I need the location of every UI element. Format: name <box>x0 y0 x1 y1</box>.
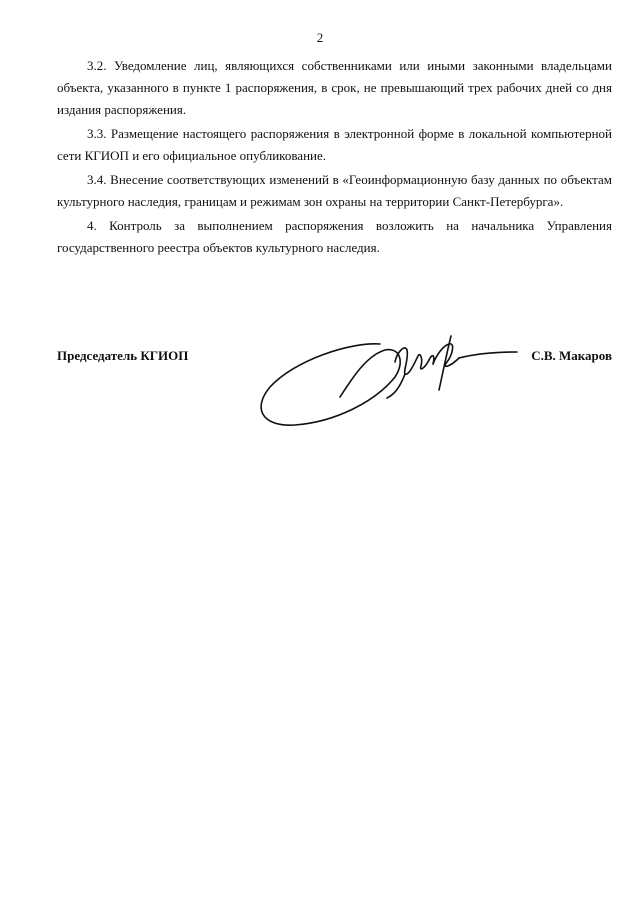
handwritten-signature <box>255 332 520 432</box>
paragraph-4: 4. Контроль за выполнением распоряжения возложить на начальника Управления государственного реестра объектов культурного наследия. <box>57 218 612 255</box>
page-number: 2 <box>316 30 324 45</box>
signer-name: С.В. Макаров <box>531 348 612 363</box>
paragraph-3-2: 3.2. Уведомление лиц, являющихся собственниками или иными законными владельцами объекта, указанного в пункте 1 распоряжения, в срок, не превышающий трех рабочих дней со дня издания распоряжения. <box>57 58 612 117</box>
paragraph-3-3: 3.3. Размещение настоящего распоряжения в электронной форме в локальной компьютерной сети КГИОП и его официальное опубликование. <box>57 126 612 163</box>
signer-title: Председатель КГИОП <box>57 348 189 363</box>
document-body <box>57 55 612 261</box>
paragraph-3-4: 3.4. Внесение соответствующих изменений в «Геоинформационную базу данных по объектам культурного наследия, границам и режимам зон охраны на территории Санкт-Петербурга». <box>57 172 612 209</box>
